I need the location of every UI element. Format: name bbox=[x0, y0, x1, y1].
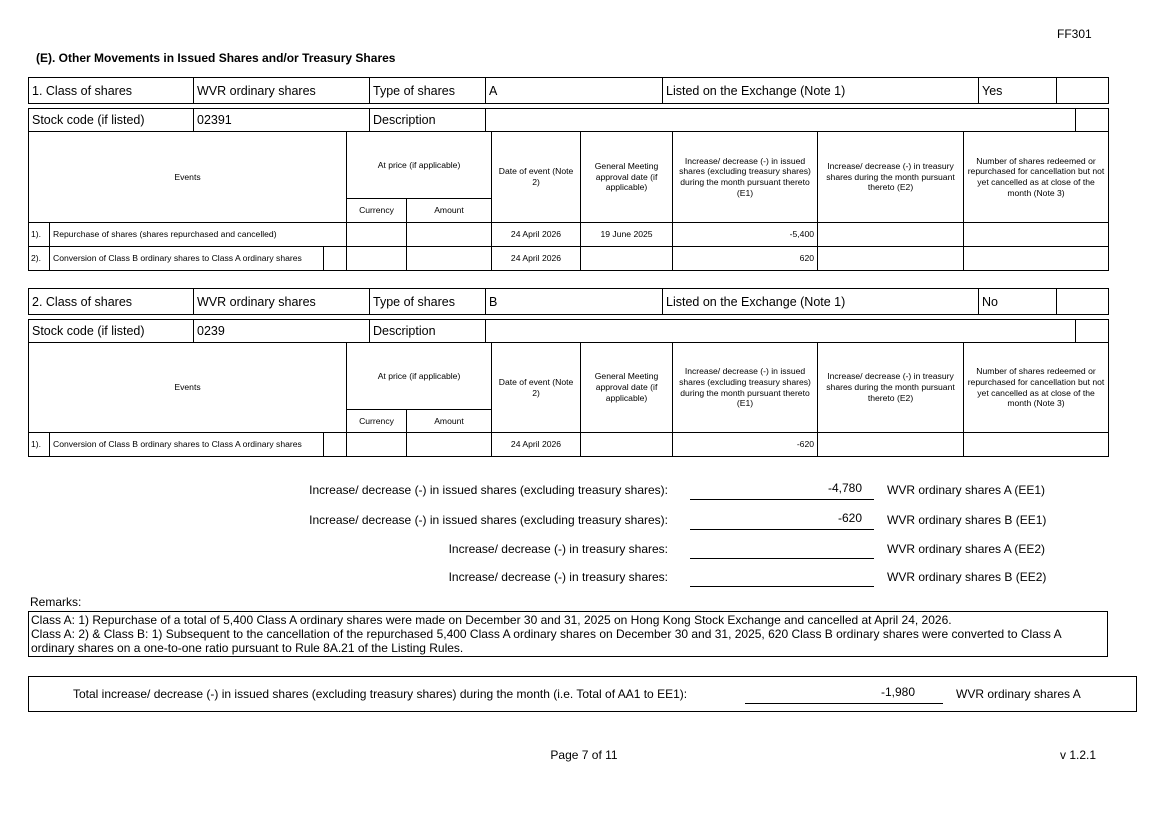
treasury-change-cell bbox=[818, 247, 964, 271]
redeemed-header: Number of shares redeemed or repurchased for cancellation but not yet cancelled as at close of the month (Note 3) bbox=[964, 343, 1109, 433]
event-number: 1). bbox=[29, 223, 50, 247]
listed-label: Listed on the Exchange (Note 1) bbox=[663, 78, 979, 104]
redeemed-cell bbox=[964, 247, 1109, 271]
currency-header: Currency bbox=[347, 410, 407, 433]
summary-label: Increase/ decrease (-) in treasury shares: bbox=[448, 542, 668, 556]
summary-line-issued-b bbox=[0, 513, 1168, 533]
section1-header-table bbox=[28, 77, 1109, 104]
summary-label: Increase/ decrease (-) in issued shares (excluding treasury shares): bbox=[309, 483, 668, 497]
treasury-change-cell bbox=[818, 223, 964, 247]
table-row bbox=[29, 433, 1109, 457]
description-label: Description bbox=[370, 109, 486, 132]
summary-value: -620 bbox=[690, 511, 874, 530]
currency-cell bbox=[347, 223, 407, 247]
table-row bbox=[29, 223, 1109, 247]
at-price-header: At price (if applicable) bbox=[347, 132, 492, 199]
type-of-shares-label: Type of shares bbox=[370, 78, 486, 104]
description-value bbox=[486, 320, 1076, 343]
total-unit: WVR ordinary shares A bbox=[956, 687, 1081, 701]
date-cell: 24 April 2026 bbox=[492, 433, 581, 457]
summary-line-treasury-b bbox=[0, 570, 1168, 590]
gm-date-cell bbox=[581, 433, 673, 457]
page-number: Page 7 of 11 bbox=[550, 748, 618, 762]
event-number: 2). bbox=[29, 247, 50, 271]
remarks-line: Class A: 1) Repurchase of a total of 5,400 Class A ordinary shares were made on December 30 and 31, 2025 on Hong Kong Stock Exchange and cancelled at April 24, 2026. bbox=[31, 613, 952, 627]
issued-change-header: Increase/ decrease (-) in issued shares (excluding treasury shares) during the month pursuant thereto (E1) bbox=[673, 132, 818, 223]
class-of-shares-value: WVR ordinary shares bbox=[194, 78, 370, 104]
section2-header-table bbox=[28, 288, 1109, 315]
class-of-shares-label: 2. Class of shares bbox=[29, 289, 194, 315]
total-value: -1,980 bbox=[745, 685, 943, 704]
section2-events-table bbox=[28, 342, 1109, 457]
summary-unit: WVR ordinary shares B (EE1) bbox=[887, 513, 1047, 527]
blank-cell bbox=[1057, 78, 1109, 104]
redeemed-cell bbox=[964, 223, 1109, 247]
at-price-header: At price (if applicable) bbox=[347, 343, 492, 410]
class-of-shares-value: WVR ordinary shares bbox=[194, 289, 370, 315]
total-label: Total increase/ decrease (-) in issued shares (excluding treasury shares) during the month (i.e. Total of AA1 to EE1): bbox=[73, 687, 688, 701]
class-of-shares-label: 1. Class of shares bbox=[29, 78, 194, 104]
amount-header: Amount bbox=[407, 410, 492, 433]
summary-line-treasury-a bbox=[0, 542, 1168, 562]
description-label: Description bbox=[370, 320, 486, 343]
gm-date-cell: 19 June 2025 bbox=[581, 223, 673, 247]
redeemed-cell bbox=[964, 433, 1109, 457]
type-of-shares-value: A bbox=[486, 78, 663, 104]
remarks-label: Remarks: bbox=[30, 595, 82, 609]
currency-cell bbox=[347, 247, 407, 271]
listed-label: Listed on the Exchange (Note 1) bbox=[663, 289, 979, 315]
treasury-change-header: Increase/ decrease (-) in treasury shares during the month pursuant thereto (E2) bbox=[818, 132, 964, 223]
stock-code-value: 0239 bbox=[194, 320, 370, 343]
events-header: Events bbox=[29, 343, 347, 433]
type-of-shares-value: B bbox=[486, 289, 663, 315]
version-label: v 1.2.1 bbox=[1060, 748, 1097, 762]
events-header: Events bbox=[29, 132, 347, 223]
summary-line-issued-a bbox=[0, 483, 1168, 503]
stock-code-label: Stock code (if listed) bbox=[29, 109, 194, 132]
amount-header: Amount bbox=[407, 199, 492, 223]
section2-stock-table bbox=[28, 319, 1109, 343]
listed-value: No bbox=[979, 289, 1057, 315]
form-code: FF301 bbox=[1057, 27, 1092, 41]
table-row bbox=[29, 247, 1109, 271]
issued-change-cell: 620 bbox=[673, 247, 818, 271]
issued-change-header: Increase/ decrease (-) in issued shares (excluding treasury shares) during the month pursuant thereto (E1) bbox=[673, 343, 818, 433]
event-number: 1). bbox=[29, 433, 50, 457]
summary-label: Increase/ decrease (-) in issued shares (excluding treasury shares): bbox=[309, 513, 668, 527]
amount-cell bbox=[407, 223, 492, 247]
blank-cell bbox=[324, 433, 347, 457]
listed-value: Yes bbox=[979, 78, 1057, 104]
event-description: Conversion of Class B ordinary shares to Class A ordinary shares bbox=[50, 247, 324, 271]
amount-cell bbox=[407, 247, 492, 271]
summary-unit: WVR ordinary shares A (EE1) bbox=[887, 483, 1046, 497]
gm-date-cell bbox=[581, 247, 673, 271]
issued-change-cell: -620 bbox=[673, 433, 818, 457]
type-of-shares-label: Type of shares bbox=[370, 289, 486, 315]
treasury-change-cell bbox=[818, 433, 964, 457]
date-of-event-header: Date of event (Note 2) bbox=[492, 343, 581, 433]
date-cell: 24 April 2026 bbox=[492, 223, 581, 247]
blank-cell bbox=[1076, 320, 1109, 343]
summary-value bbox=[690, 568, 874, 587]
description-value bbox=[486, 109, 1076, 132]
stock-code-value: 02391 bbox=[194, 109, 370, 132]
issued-change-cell: -5,400 bbox=[673, 223, 818, 247]
amount-cell bbox=[407, 433, 492, 457]
redeemed-header: Number of shares redeemed or repurchased for cancellation but not yet cancelled as at close of the month (Note 3) bbox=[964, 132, 1109, 223]
event-description: Conversion of Class B ordinary shares to Class A ordinary shares bbox=[50, 433, 324, 457]
section1-events-table bbox=[28, 131, 1109, 271]
summary-value: -4,780 bbox=[690, 481, 874, 500]
section1-stock-table bbox=[28, 108, 1109, 132]
event-description: Repurchase of shares (shares repurchased and cancelled) bbox=[50, 223, 347, 247]
blank-cell bbox=[324, 247, 347, 271]
gm-approval-header: General Meeting approval date (if applicable) bbox=[581, 132, 673, 223]
blank-cell bbox=[1076, 109, 1109, 132]
blank-cell bbox=[1057, 289, 1109, 315]
summary-unit: WVR ordinary shares A (EE2) bbox=[887, 542, 1046, 556]
date-of-event-header: Date of event (Note 2) bbox=[492, 132, 581, 223]
summary-value bbox=[690, 540, 874, 559]
summary-label: Increase/ decrease (-) in treasury shares: bbox=[448, 570, 668, 584]
currency-header: Currency bbox=[347, 199, 407, 223]
remarks-box bbox=[28, 611, 1108, 657]
gm-approval-header: General Meeting approval date (if applicable) bbox=[581, 343, 673, 433]
summary-unit: WVR ordinary shares B (EE2) bbox=[887, 570, 1047, 584]
date-cell: 24 April 2026 bbox=[492, 247, 581, 271]
remarks-line: Class A: 2) & Class B: 1) Subsequent to the cancellation of the repurchased 5,400 Class A ordinary shares on December 30 and 31, 2025, 620 Class B ordinary shares were converted to Class A ordinary shares on a one-to-one ratio pursuant to Rule 8A.21 of the Listing Rules. bbox=[31, 627, 1061, 656]
section-title: (E). Other Movements in Issued Shares and/or Treasury Shares bbox=[36, 51, 396, 65]
stock-code-label: Stock code (if listed) bbox=[29, 320, 194, 343]
treasury-change-header: Increase/ decrease (-) in treasury shares during the month pursuant thereto (E2) bbox=[818, 343, 964, 433]
total-box bbox=[28, 676, 1137, 712]
currency-cell bbox=[347, 433, 407, 457]
